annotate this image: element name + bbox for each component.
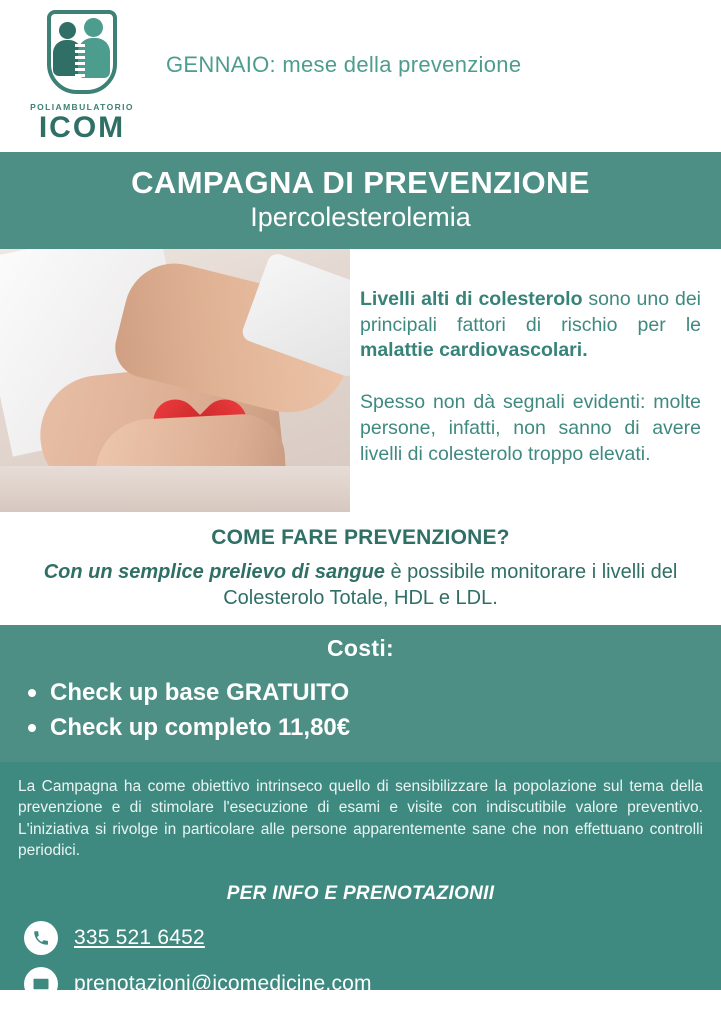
feature-paragraph-1-mid: sono uno dei principali fattori di rischio per le xyxy=(360,287,701,336)
prevention-title: COME FARE PREVENZIONE? xyxy=(211,526,510,550)
logo-subtitle: POLIAMBULATORIO xyxy=(30,102,134,112)
phone-number[interactable]: 335 521 6452 xyxy=(74,926,205,950)
prevention-body xyxy=(20,560,701,611)
footer-section xyxy=(0,762,721,996)
costs-title: Costi: xyxy=(327,635,394,662)
title-band xyxy=(0,152,721,249)
list-item: Check up completo 11,80€ xyxy=(24,711,721,746)
prevention-lead: Con un semplice prelievo di sangue xyxy=(43,561,385,584)
feature-paragraph-1-strong-2: malattie cardiovascolari. xyxy=(360,339,588,362)
feature-paragraph-1 xyxy=(360,287,701,365)
hands-holding-heart-photo xyxy=(0,249,350,512)
logo-spine-icon xyxy=(75,44,85,78)
logo-name: ICOM xyxy=(38,111,126,144)
header-tagline: GENNAIO: mese della prevenzione xyxy=(166,52,522,77)
photo-table-surface xyxy=(0,466,350,512)
campaign-title: CAMPAGNA DI PREVENZIONE xyxy=(131,165,590,200)
prevention-section xyxy=(0,512,721,625)
footer-note: La Campagna ha come obiettivo intrinseco quello di sensibilizzare la popolazione sul tema della prevenzione e di stimolare l'esecuzione di esami e visite con indiscutibile valore preventivo. L'iniziativa si rivolge in particolare alle persone apparentemente sane che non effettuano controlli periodici. xyxy=(18,777,703,860)
logo-figure-right-head-icon xyxy=(84,18,103,37)
email-address[interactable]: prenotazioni@icomedicine.com xyxy=(74,972,372,996)
contact-row-email[interactable] xyxy=(18,967,703,1001)
costs-list xyxy=(0,676,721,746)
campaign-subtitle: Ipercolesterolemia xyxy=(250,202,471,233)
feature-paragraph-1-strong-1: Livelli alti di colesterolo xyxy=(360,287,583,310)
list-item: Check up base GRATUITO xyxy=(24,676,721,711)
header xyxy=(0,0,721,152)
brand-logo xyxy=(24,8,140,144)
costs-section xyxy=(0,625,721,762)
footer-cta: PER INFO E PRENOTAZIONII xyxy=(226,883,495,905)
feature-paragraph-2: Spesso non dà segnali evidenti: molte persone, infatti, non sanno di avere livelli di colesterolo troppo elevati. xyxy=(360,391,701,466)
envelope-icon xyxy=(24,967,58,1001)
logo-figure-left-head-icon xyxy=(59,22,76,39)
prevention-body-text: è possibile monitorare i livelli del Colesterolo Totale, HDL e LDL. xyxy=(223,561,678,609)
contact-row-phone[interactable] xyxy=(18,921,703,955)
logo-mark-icon xyxy=(39,8,125,100)
feature-text xyxy=(350,249,721,498)
phone-icon xyxy=(24,921,58,955)
feature-section xyxy=(0,249,721,512)
